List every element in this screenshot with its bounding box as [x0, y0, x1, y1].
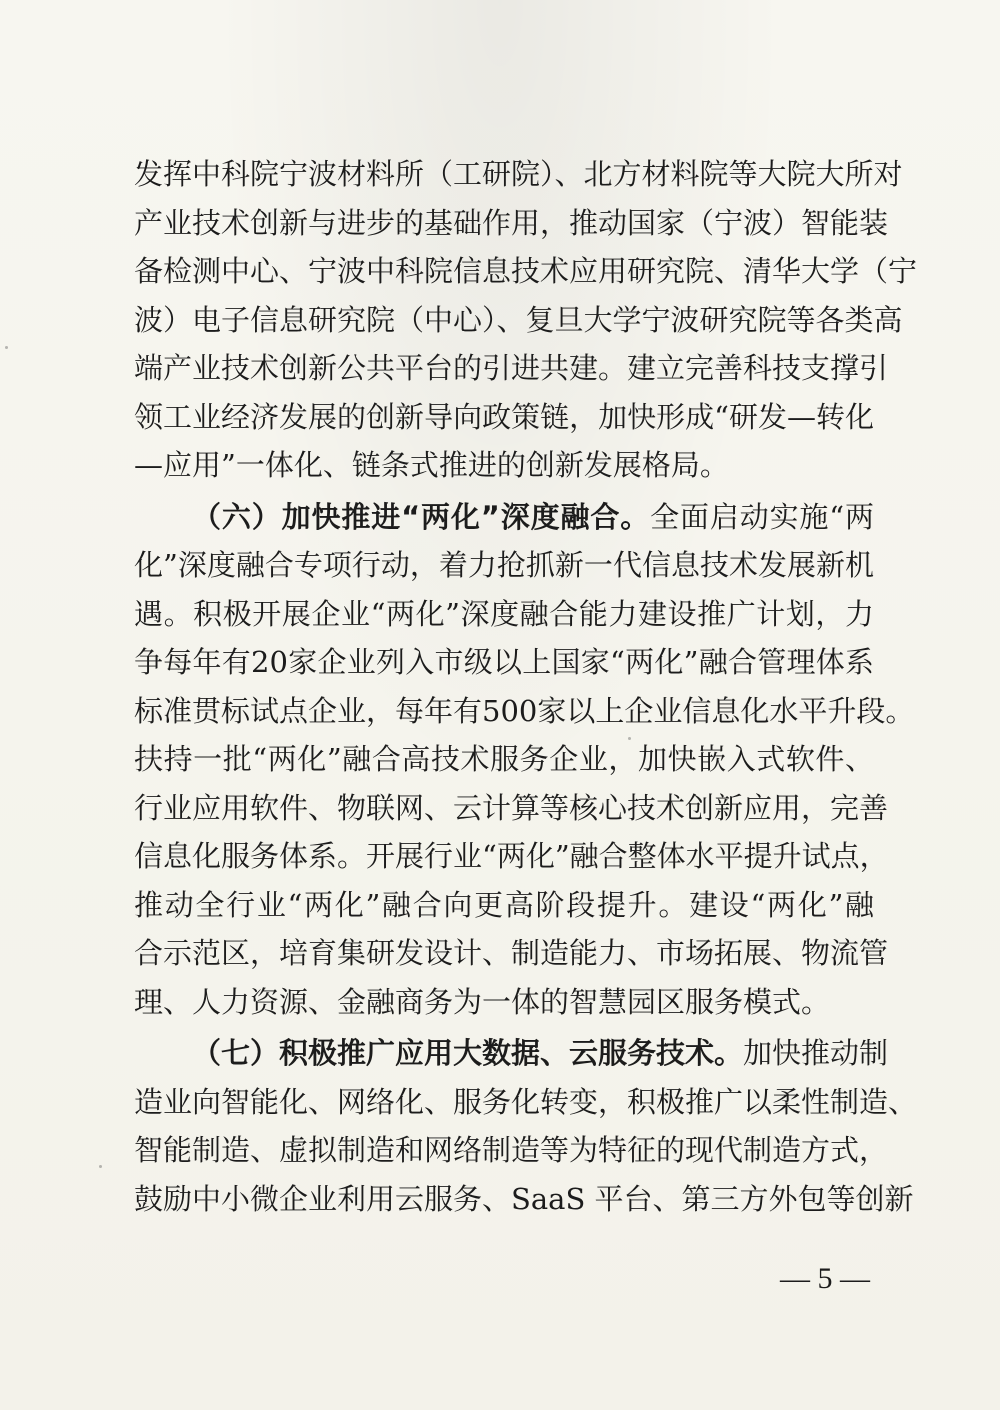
paragraph-line: 标准贯标试点企业，每年有500家以上企业信息化水平升段。	[134, 693, 915, 728]
page-number: — 5 —	[780, 1262, 870, 1295]
paragraph-line: 扶持一批“两化”融合高技术服务企业，加快嵌入式软件、	[134, 742, 874, 776]
paragraph-line: 合示范区，培育集研发设计、制造能力、市场拓展、物流管	[134, 936, 889, 970]
scan-speck	[99, 1165, 102, 1168]
section-seven-heading: （七）积极推广应用大数据、云服务技术。	[192, 1036, 744, 1070]
scan-speck	[5, 346, 8, 349]
scan-speck	[628, 737, 631, 740]
section-six-first-line	[134, 493, 874, 542]
paragraph-line: 行业应用软件、物联网、云计算等核心技术创新应用，完善	[134, 790, 889, 825]
paragraph-line: 理、人力资源、金融商务为一体的智慧园区服务模式。	[134, 984, 831, 1019]
paragraph-line: 鼓励中小微企业利用云服务、SaaS 平台、第三方外包等创新	[134, 1181, 914, 1216]
section-six-first-rest: 全面启动实施“两	[650, 499, 875, 534]
paragraph-line: 领工业经济发展的创新导向政策链，加快形成“研发—转化	[134, 399, 874, 434]
paragraph-line: 信息化服务体系。开展行业“两化”融合整体水平提升试点，	[134, 839, 889, 873]
paragraph-line: 争每年有20家企业列入市级以上国家“两化”融合管理体系	[134, 645, 874, 679]
section-seven-first-line	[134, 1029, 889, 1078]
paragraph-line: 造业向智能化、网络化、服务化转变，积极推广以柔性制造、	[134, 1084, 918, 1119]
paragraph-line: 波）电子信息研究院（中心）、复旦大学宁波研究院等各类高	[134, 302, 903, 337]
body-text	[134, 150, 918, 1223]
paragraph-line: 化”深度融合专项行动，着力抢抓新一代信息技术发展新机	[134, 548, 874, 582]
paragraph-line: 推动全行业“两化”融合向更高阶段提升。建设“两化”融	[134, 887, 874, 922]
section-seven-first-rest: 加快推动制	[743, 1036, 889, 1070]
paragraph-line: 备检测中心、宁波中科院信息技术应用研究院、清华大学（宁	[134, 254, 918, 288]
paragraph-line: —应用”一体化、链条式推进的创新发展格局。	[134, 448, 729, 482]
paragraph-line: 遇。积极开展企业“两化”深度融合能力建设推广计划，力	[134, 596, 874, 631]
paragraph-line: 智能制造、虚拟制造和网络制造等为特征的现代制造方式，	[134, 1133, 889, 1167]
paragraph-line: 端产业技术创新公共平台的引进共建。建立完善科技支撑引	[134, 351, 889, 385]
paragraph-line: 产业技术创新与进步的基础作用，推动国家（宁波）智能装	[134, 205, 889, 240]
paragraph-line: 发挥中科院宁波材料所（工研院）、北方材料院等大院大所对	[134, 157, 903, 191]
section-six-heading: （六）加快推进“两化”深度融合。	[192, 499, 651, 534]
